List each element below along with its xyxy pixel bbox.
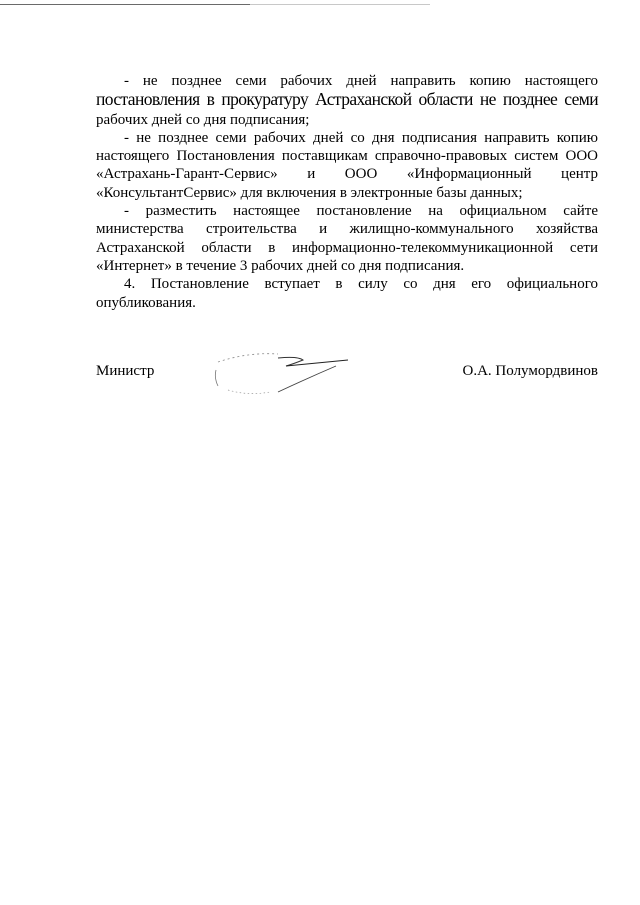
signature-block xyxy=(96,360,598,420)
document-body xyxy=(96,72,598,312)
paragraph-line: рабочих дней со дня подписания; xyxy=(96,111,310,128)
handwritten-signature xyxy=(208,348,358,408)
paragraph-legal-systems: - не позднее семи рабочих дней со дня подписания направить копию настоящего Постановления поставщикам справочно-правовых систем ООО «Астрахань-Гарант-Сервис» и ООО «Информационный центр «КонсультантСервис» для включения в электронные базы данных; xyxy=(96,129,598,201)
paragraph-line: - не позднее семи рабочих дней направить копию настоящего xyxy=(124,73,598,89)
paragraph-prosecutor-copy xyxy=(96,72,598,129)
paragraph-line: постановления в прокуратуру Астраханской области не позднее семи xyxy=(96,89,598,110)
paragraph-website: - разместить настоящее постановление на официальном сайте министерства строительства и жилищно-коммунального хозяйства Астраханской области в информационно-телекоммуникационной сети «Интернет» в течение 3 рабочих дней со дня подписания. xyxy=(96,203,598,274)
top-rule-faint xyxy=(250,4,430,5)
signatory-name: О.А. Полумордвинов xyxy=(462,363,598,379)
signatory-title: Министр xyxy=(96,363,155,379)
paragraph-effective: 4. Постановление вступает в силу со дня его официального опубликования. xyxy=(96,276,598,311)
